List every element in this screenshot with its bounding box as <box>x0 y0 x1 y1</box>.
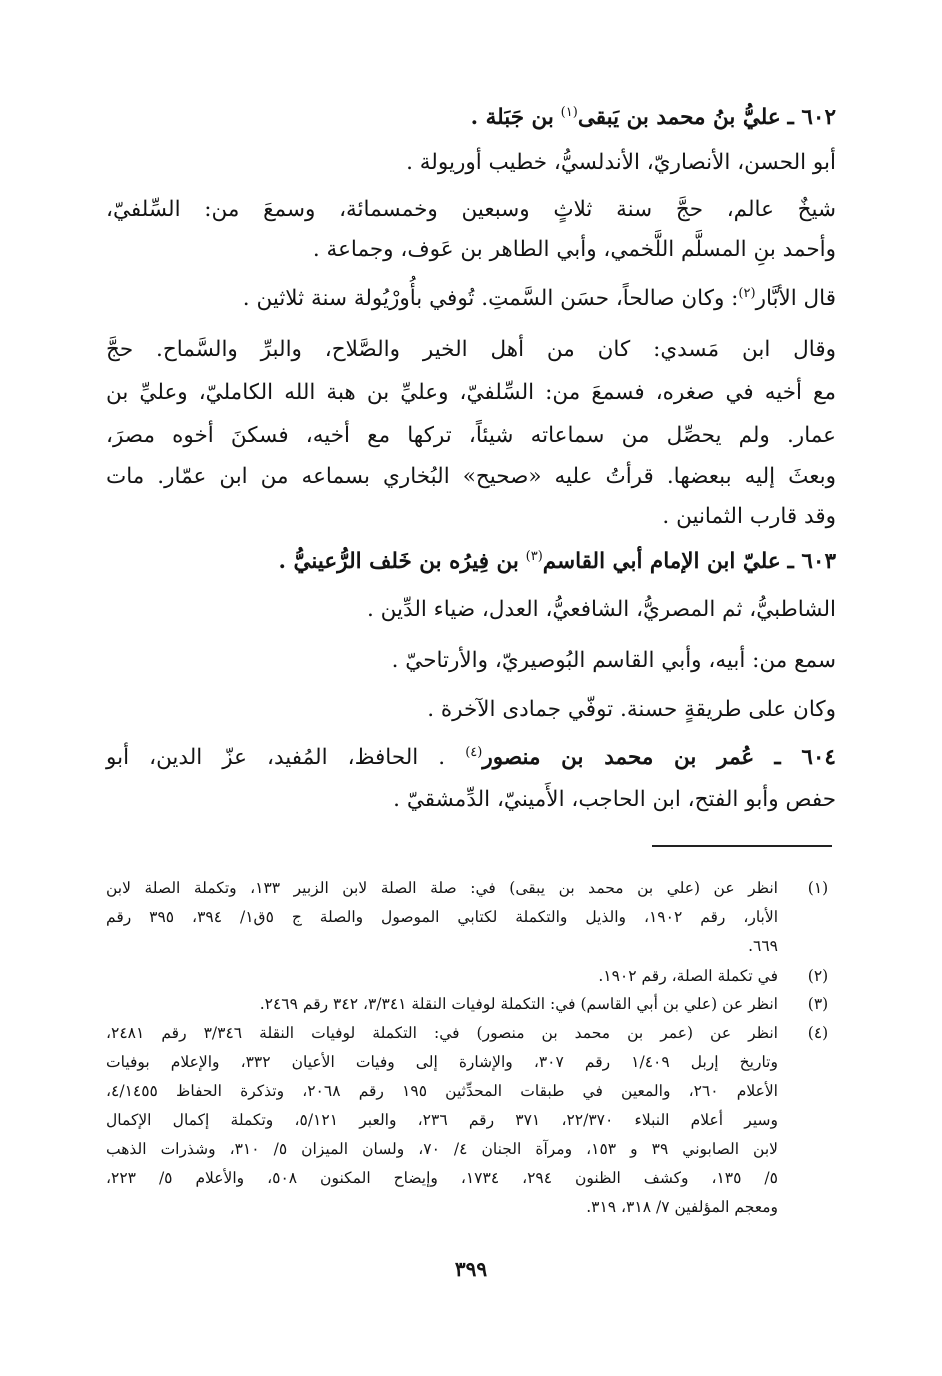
entry-602-heading <box>471 98 836 138</box>
footnote-1-line-3 <box>106 932 836 961</box>
footnote-2-text: في تكملة الصلة، رقم ١٩٠٢. <box>598 967 778 985</box>
footnote-4-line-6 <box>106 1164 836 1193</box>
footnote-4-text: ٥/ ١٣٥، وكشف الظنون ٢٩٤، ١٧٣٤، وإيضاح المكنون ٥٠٨، والأعلام ٥/ ٢٢٣، <box>106 1169 778 1187</box>
entry-604-number: ٦٠٤ ـ <box>774 745 836 770</box>
entry-602-line-4-end: : وكان صالحاً، حسَن السَّمتِ. تُوفي بأُورْيُولة سنة ثلاثين . <box>242 286 739 311</box>
footnote-4-line-3 <box>106 1077 836 1106</box>
entry-603-name-tail: بن فِيرُه بن خَلف الرُّعينيُّ . <box>278 549 519 574</box>
entry-602-line-3: وأحمد بنِ المسلَّم اللَّخمي، وأبي الطاهر بن عَوف، وجماعة . <box>312 237 836 262</box>
entry-602-name: عليُّ بنُ محمد بن يَبقى <box>577 105 781 130</box>
footnote-3-line-1 <box>106 990 836 1019</box>
entry-602-line-2: شيخٌ عالم، حجَّ سنة ثلاثٍ وسبعين وخمسمائة، وسمعَ من: السِّلفيّ، <box>106 197 836 222</box>
footnote-1-text: ٦٦٩. <box>748 937 778 955</box>
entry-604-heading <box>106 738 836 778</box>
footnote-4-line-5 <box>106 1135 836 1164</box>
entry-603-line-2: سمع من: أبيه، وأبي القاسم البُوصيريّ، والأرتاحيّ . <box>391 648 836 673</box>
footnote-4-line-4 <box>106 1106 836 1135</box>
entry-602-line-6: مع أخيه في صغره، فسمعَ من: السِّلفيّ، وعليِّ بن هبة الله الكامليّ، وعليِّ بن <box>106 380 836 405</box>
footnote-separator <box>652 845 832 847</box>
entry-603-heading <box>279 542 836 582</box>
footnote-4-text: لابن الصابوني ٣٩ و ١٥٣، ومرآة الجنان ٤/ ٧٠، ولسان الميزان ٥/ ٣١٠، وشذرات الذهب <box>106 1140 779 1158</box>
footnote-2-number: (٢) <box>807 967 829 985</box>
footnote-4-number: (٤) <box>807 1024 829 1042</box>
entry-602-line-1: أبو الحسن، الأنصاريّ، الأندلسيُّ، خطيب أوريولة . <box>406 150 836 175</box>
page-number: ٣٩٩ <box>454 1257 488 1281</box>
entry-604-name: عُمر بن محمد بن منصور <box>482 745 755 770</box>
entry-604-line-1: حفص وأبو الفتح، ابن الحاجب، الأَمينيّ، الدِّمشقيّ . <box>393 787 836 812</box>
footnote-4-text: الأعلام ٢٦٠، والمعين في طبقات المحدِّثين ١٩٥ رقم ٢٠٦٨، وتذكرة الحفاظ ٤/١٤٥٥، <box>106 1082 778 1100</box>
entry-602-number: ٦٠٢ ـ <box>787 105 836 130</box>
footnote-3-text: انظر عن (علي بن أبي القاسم) في: التكملة لوفيات النقلة ٣/٣٤١، ٣٤٢ رقم ٢٤٦٩. <box>259 995 778 1013</box>
footnote-4-line-1 <box>106 1019 836 1048</box>
entry-602-line-4 <box>243 279 836 319</box>
footnote-1-text: الأبار، رقم ١٩٠٢، والذيل والتكملة لكتابي الموصول والصلة ج ٥ق١/ ٣٩٤، ٣٩٥ رقم <box>106 908 779 926</box>
footnote-4-text: وسير أعلام النبلاء ٢٢/٣٧٠، ٣٧١ رقم ٢٣٦، والعبر ٥/١٢١، وتكملة إكمال الإكمال <box>106 1111 778 1129</box>
footnote-4-text: ومعجم المؤلفين ٧/ ٣١٨، ٣١٩. <box>586 1198 778 1216</box>
entry-602-line-8: وبعثَ إليه ببعضها. قرأتُ عليه «صحيح» البُخاري بسماعه من ابن عمّار. مات <box>106 464 836 489</box>
footnote-1-line-2 <box>106 903 836 932</box>
footnote-1-text: انظر عن (علي بن محمد بن يبقى) في: صلة الصلة لابن الزبير ١٣٣، وتكملة الصلة لابن <box>106 879 778 897</box>
footnote-1-line-1 <box>106 874 836 903</box>
footnote-4-text: انظر عن (عمر بن محمد بن منصور) في: التكملة لوفيات النقلة ٣/٣٤٦ رقم ٢٤٨١، <box>106 1024 778 1042</box>
entry-602-line-9: وقد قارب الثمانين . <box>662 504 836 529</box>
footnote-ref-2[interactable]: (٢) <box>738 285 756 301</box>
footnote-3-number: (٣) <box>807 995 829 1013</box>
entry-602-line-5: وقال ابن مَسدي: كان من أهل الخير والصَّلاح، والبرِّ والسَّماح. حجَّ <box>106 337 836 362</box>
entry-604-heading-tail: . الحافظ، المُفيد، عزّ الدين، أبو <box>106 745 446 770</box>
footnote-ref-3[interactable]: (٣) <box>525 548 543 564</box>
footnote-4-line-2 <box>106 1048 836 1077</box>
footnote-2-line-1 <box>106 962 836 991</box>
footnote-ref-4[interactable]: (٤) <box>465 744 483 760</box>
entry-603-name: عليّ ابن الإمام أبي القاسم <box>542 549 781 574</box>
entry-603-line-3: وكان على طريقةٍ حسنة. توفّي جمادى الآخرة . <box>427 697 836 722</box>
footnote-4-line-7 <box>106 1193 836 1222</box>
entry-603-number: ٦٠٣ ـ <box>787 549 836 574</box>
footnote-ref-1[interactable]: (١) <box>560 104 578 120</box>
entry-602-name-tail: بن جَبَلة . <box>470 105 554 130</box>
footnote-4-text: وتاريخ إربل ١/٤٠٩ رقم ٣٠٧، والإشارة إلى وفيات الأعيان ٣٣٢، والإعلام بوفيات <box>106 1053 778 1071</box>
entry-603-line-1: الشاطبيُّ، ثم المصريُّ، الشافعيُّ، العدل، ضياء الدِّين . <box>367 597 836 622</box>
footnote-1-number: (١) <box>807 879 829 897</box>
entry-602-line-4-start: قال الأبَّار <box>755 286 836 311</box>
entry-602-line-7: عمار. ولم يحصِّل من سماعاته شيئاً، تركها مع أخيه، فسكنَ أخوه مصرَ، <box>106 423 836 448</box>
